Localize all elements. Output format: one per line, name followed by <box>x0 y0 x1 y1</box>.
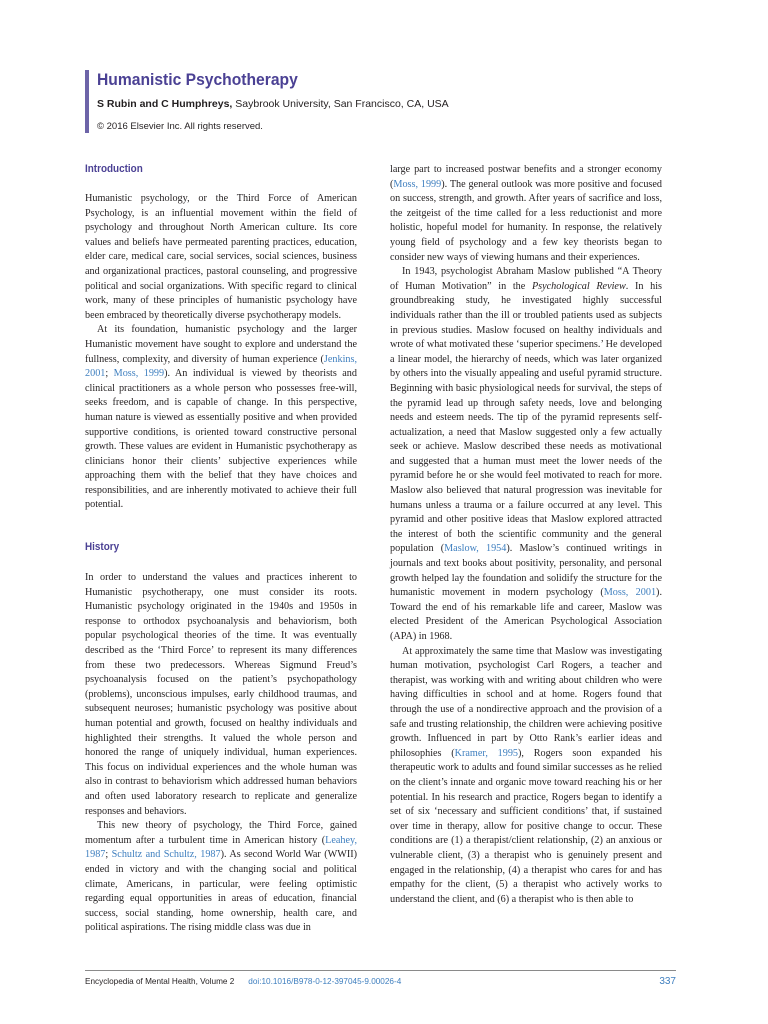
citation-link[interactable]: Moss, 2001 <box>603 587 657 599</box>
author-names: S Rubin and C Humphreys, <box>97 98 233 110</box>
paragraph: In order to understand the values and practices inherent to Humanistic psychotherapy, one must consider its roots. Humanistic psychology originated in the 1940s and 1950s in response to orthodox psychoanalysis and behaviorism, both popular psychological theories of the time. It was eventually described as the ‘Third Force’ to represent its many differences from these two predecessors. Whereas Sigmund Freud’s psychoanalysis focused on the patient’s psychopathology (problems), unconscious impulses, early childhood traumas, and subsequent neuroses; humanistic psychology was positive about human potential and growth, focused on healthy individuals and highlighted their strengths. It valued the whole person and honored the range of uniquely individual, human experiences. This focus on individual experiences and the whole human was also in contrast to behaviorism which addressed human behaviors and often used laboratory research to replicate and generalize responses and behaviors. <box>85 572 357 817</box>
copyright-line <box>97 121 657 133</box>
left-column <box>85 162 357 936</box>
article-title: Humanistic Psychotherapy <box>97 70 298 89</box>
footer-journal: Encyclopedia of Mental Health, Volume 2 <box>85 977 235 986</box>
copyright-icon: © <box>97 121 104 132</box>
citation-link[interactable]: Jenkins, 2001 <box>85 353 357 380</box>
citation-link[interactable]: Moss, 1999 <box>393 178 442 190</box>
author-affiliation: Saybrook University, San Francisco, CA, USA <box>232 98 449 110</box>
page-number: 337 <box>659 976 676 987</box>
right-column <box>390 163 662 907</box>
citation-link[interactable]: Kramer, 1995 <box>454 747 519 759</box>
paragraph: This new theory of psychology, the Third Force, gained momentum after a turbulent time in American history (Leahey, 1987; Schultz and Schultz, 1987). As second World War (WWII) ended in victory and with the changing social and political climate, Americans, in particular, were feeling optimistic regarding equal opportunities in areas of education, financial success, social standing, home ownership, health care, and political aspirations. The rising middle class was due in <box>85 820 357 934</box>
paragraph: large part to increased postwar benefits and a stronger economy (Moss, 1999). The general outlook was more positive and focused on success, strength, and growth. After years of sacrifice and loss, the zeitgeist of the time called for a less reductionist and more holistic, hopeful model for humanity. In response, the relatively young field of psychology and a few key theorists began to consider new ways of viewing humans and their experiences. <box>390 164 662 263</box>
section-heading-introduction: Introduction <box>85 163 143 175</box>
copyright-text: 2016 Elsevier Inc. All rights reserved. <box>104 121 263 132</box>
paragraph: At its foundation, humanistic psychology and the larger Humanistic movement have sought to explore and understand the fullness, complexity, and diversity of human experience (Jenkins, 2001; Moss, 1999). An individual is viewed by theorists and clinical practitioners as a whole person who possesses free-will, seeks freedom, and is capable of change. In this perspective, human nature is viewed as essentially positive and when provided supportive conditions, is oriented toward constructive personal growth. These values are evident in Humanistic psychotherapy as clinicians honor their clients’ subjective experiences while approaching them with the belief that they have choices and responsibilities, and are inherently motivated to achieve their full potential. <box>85 324 357 511</box>
page-footer <box>85 970 676 987</box>
author-line <box>97 97 657 111</box>
citation-link[interactable]: Maslow, 1954 <box>444 543 507 555</box>
citation-link[interactable]: Schultz and Schultz, 1987 <box>111 849 221 861</box>
journal-name: Psychological Review <box>531 280 626 292</box>
citation-link[interactable]: Leahey, 1987 <box>85 834 357 861</box>
paragraph: In 1943, psychologist Abraham Maslow published “A Theory of Human Motivation” in the Psychological Review. In his groundbreaking study, he investigated highly successful individuals rather than the ill or troubled patients used as subjects in previous studies. Maslow focused on healthy individuals and wrote of what motivated these ‘superior specimens.’ He developed a linear model, the hierarchy of needs, which was later organized by others into the visually appealing and useful pyramid structure. Beginning with basic physiological needs for survival, the steps of the pyramid lead up through safety needs, love and belonging needs and esteem needs. The tip of the pyramid represents self-actualization, a need that Maslow suggested only a few actually seek or achieve. Maslow described these needs as motivational and suggested that a human must meet the lower needs of the pyramid before he or she would feel motivated to reach for more. Maslow also believed that natural progression was inevitable for humans unless a trauma or a failure occurred at any level. This pyramid and other positive ideas that Maslow explored attracted the interest of both the scientific community and the general population (Maslow, 1954). Maslow’s continued writings in journals and text books about positivity, personality, and personal growth helped lay the foundation and solidify the structure for the humanistic movement in modern psychology (Moss, 2001). Toward the end of his remarkable life and career, Maslow was elected President of the American Psychological Association (APA) in 1968. <box>390 266 662 642</box>
doi-link[interactable]: doi:10.1016/B978-0-12-397045-9.00026-4 <box>248 977 402 986</box>
citation-link[interactable]: Moss, 1999 <box>113 368 165 380</box>
article-header <box>85 70 657 133</box>
section-heading-history: History <box>85 541 120 554</box>
paragraph: Humanistic psychology, or the Third Force of American Psychology, is an influential movement within the field of psychology and throughout North American culture. Its core values and beliefs have permeated parenting practices, education, elder care, medical care, social services, social sciences, business and organizational practices, pastoral counseling, and progressive political and social organizations. With specific regard to clinical work, many of these principles of humanistic psychology have been embraced by theoretically diverse psychotherapy models. <box>85 193 357 321</box>
paragraph: At approximately the same time that Maslow was investigating human motivation, psychologist Carl Rogers, a teacher and therapist, was working with and writing about children who were having difficulties in school and at home. Rogers found that through the use of a nondirective approach and the provision of a safe and trusting relationship, the children were achieving positive growth. Influenced in part by Otto Rank’s earlier ideas and philosophies (Kramer, 1995), Rogers soon expanded his therapeutic work to adults and found similar successes as he relied on the client’s innate and organic move toward reaching his or her potential. In his research and practice, Rogers began to identify a set of six ‘necessary and sufficient conditions’ that, if sustained over time in therapy, allow for positive change to occur. These conditions are (1) a therapist/client relationship, (2) an anxious or vulnerable client, (3) a therapist who is genuinely present and engaged in the relationship, (4) a therapist who cares for and has empathy for the client, (5) a therapist who actively works to understand the client, and (6) a therapist who is then able to <box>390 645 662 905</box>
